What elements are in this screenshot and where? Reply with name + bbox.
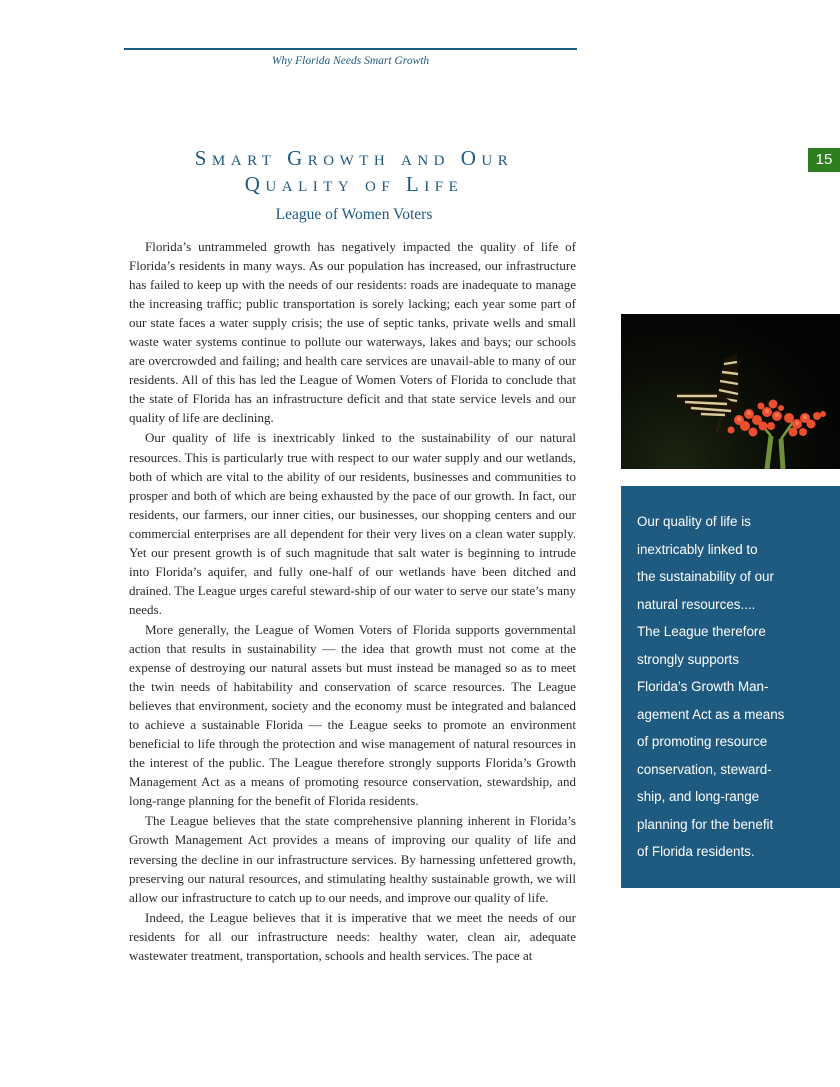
article-title-line: Quality of Life bbox=[244, 172, 464, 196]
article-title bbox=[124, 145, 584, 197]
article-title-line: Smart Growth and Our bbox=[194, 146, 514, 170]
header-rule bbox=[124, 48, 577, 50]
body-paragraph: The League believes that the state comprehensive planning inherent in Florida’s Growth Management Act provides a means of improving our quality of life and reversing the decline in our infrastructure services. By harnessing unfettered growth, preserving our natural resources, and stimulating healthy sustainable growth, we will allow our infrastructure to catch up to our needs, and improve our quality of life. bbox=[129, 813, 576, 905]
pull-quote-line: the sustainability of our bbox=[637, 569, 774, 584]
running-head: Why Florida Needs Smart Growth bbox=[271, 55, 430, 67]
body-paragraph: Indeed, the League believes that it is imperative that we meet the needs of our residents for all our infrastructure needs: healthy water, clean air, adequate wastewater treatment, transportation, schools and health services. The pace at bbox=[129, 909, 576, 963]
pull-quote-line: strongly supports bbox=[637, 651, 739, 667]
body-paragraph: Florida’s untrammeled growth has negatively impacted the quality of life of Florida’s residents in many ways. As our population has increased, our infrastructure has failed to keep up with the needs of our residents: roads are inadequate to manage the increasing traffic; public transportation is sorely lacking; each year some part of our state faces a water supply crisis; the use of septic tanks, private wells and small waste water systems continue to pollute our waterways, lakes and bays; our schools are overcrowded and failing; and health care services are unavail-able to many of our residents. All of this has led the League of Women Voters of Florida to conclude that the state of Florida has an infrastructure deficit and that state service levels and our quality of life are declining. bbox=[129, 239, 576, 426]
pull-quote-line: Florida’s Growth Man- bbox=[637, 679, 769, 694]
pull-quote-line: of Florida residents. bbox=[637, 844, 755, 859]
pull-quote-line: The League therefore bbox=[637, 624, 766, 639]
pull-quote-box bbox=[621, 486, 840, 888]
butterfly-photo bbox=[621, 314, 840, 469]
page-number-badge: 15 bbox=[808, 148, 840, 172]
body-paragraph: Our quality of life is inextricably linked to the sustainability of our natural resources. This is particularly true with respect to our water supply and our wetlands, both of which are vital to the ability of our residents, businesses and communities to prosper and both of which are being exhausted by the pace of our growth. In fact, our residents, our farmers, our inner cities, our businesses, our shopping centers and our commercial enterprises are all dependent for their very lives on a clean water supply. Yet our present growth is of such magnitude that salt water is beginning to intrude into Florida’s aquifer, and fully one-half of our wetlands have been ditched and drained. The League urges careful steward-ship of our water to serve our state’s many needs. bbox=[129, 430, 576, 617]
pull-quote bbox=[637, 508, 833, 866]
article-body bbox=[129, 237, 576, 965]
pull-quote-line: agement Act as a means bbox=[637, 706, 785, 722]
pull-quote-line: natural resources.... bbox=[637, 596, 756, 612]
pull-quote-line: Our quality of life is bbox=[637, 514, 751, 529]
butterfly-on-flower-icon bbox=[621, 314, 840, 469]
pull-quote-line: planning for the benefit bbox=[637, 816, 774, 832]
pull-quote-line: of promoting resource bbox=[637, 734, 768, 749]
pull-quote-line: ship, and long-range bbox=[637, 789, 760, 804]
body-paragraph: More generally, the League of Women Voters of Florida supports governmental action that results in sustainability — the idea that growth must not come at the expense of destroying our natural assets but must instead be managed so as to meet the twin needs of habitability and conservation of scarce resources. The League believes that environment, society and the economy must be integrated and balanced to achieve a sustainable Florida — the League seeks to promote an environment beneficial to life through the protection and wise management of natural resources in the interest of the public. The League therefore strongly supports Florida’s Growth Management Act as a means of promoting resource conservation, stewardship, and long-range planning for the benefit of Florida residents. bbox=[129, 621, 576, 809]
pull-quote-line: conservation, steward- bbox=[637, 761, 772, 777]
article-byline: League of Women Voters bbox=[275, 206, 433, 223]
pull-quote-line: inextricably linked to bbox=[637, 541, 758, 557]
